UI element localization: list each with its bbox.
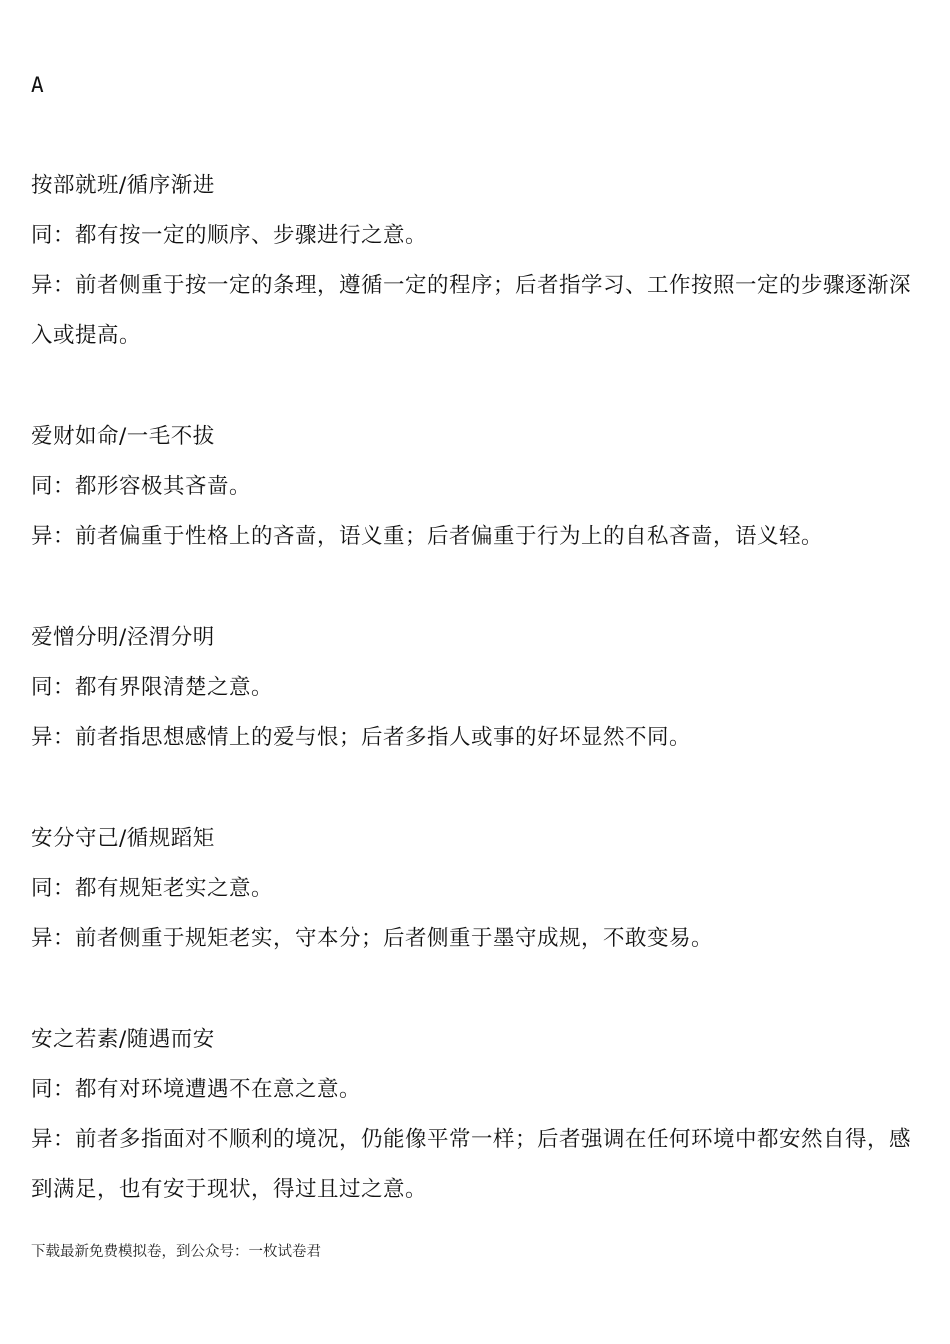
idiom-title: 安分守己/循规蹈矩	[31, 826, 215, 851]
idiom-title: 爱憎分明/泾渭分明	[31, 625, 215, 650]
idiom-title: 爱财如命/一毛不拔	[31, 424, 215, 449]
idiom-title: 安之若素/随遇而安	[31, 1027, 215, 1052]
idiom-entry	[31, 412, 926, 562]
idiom-entry	[31, 1015, 926, 1215]
idiom-entry	[31, 814, 926, 964]
page-footer: 下载最新免费模拟卷，到公众号：一枚试卷君	[31, 1244, 321, 1260]
idiom-title: 按部就班/循序渐进	[31, 173, 215, 198]
difference-text: 异：前者侧重于规矩老实，守本分；后者侧重于墨守成规，不敢变易。	[31, 926, 714, 951]
document-page	[31, 60, 926, 1266]
idiom-entry	[31, 161, 926, 361]
difference-text: 异：前者指思想感情上的爱与恨；后者多指人或事的好坏显然不同。	[31, 725, 692, 750]
difference-text: 异：前者偏重于性格上的吝啬，语义重；后者偏重于行为上的自私吝啬，语义轻。	[31, 524, 824, 549]
similarity-text: 同：都有对环境遭遇不在意之意。	[31, 1077, 362, 1102]
similarity-text: 同：都有按一定的顺序、步骤进行之意。	[31, 223, 428, 248]
similarity-text: 同：都有规矩老实之意。	[31, 876, 274, 901]
section-letter: A	[31, 73, 44, 97]
idiom-entry	[31, 613, 926, 763]
difference-text: 异：前者侧重于按一定的条理，遵循一定的程序；后者指学习、工作按照一定的步骤逐渐深入或提高。	[31, 273, 912, 348]
difference-text: 异：前者多指面对不顺利的境况，仍能像平常一样；后者强调在任何环境中都安然自得，感到满足，也有安于现状，得过且过之意。	[31, 1127, 912, 1202]
similarity-text: 同：都形容极其吝啬。	[31, 474, 252, 499]
similarity-text: 同：都有界限清楚之意。	[31, 675, 274, 700]
